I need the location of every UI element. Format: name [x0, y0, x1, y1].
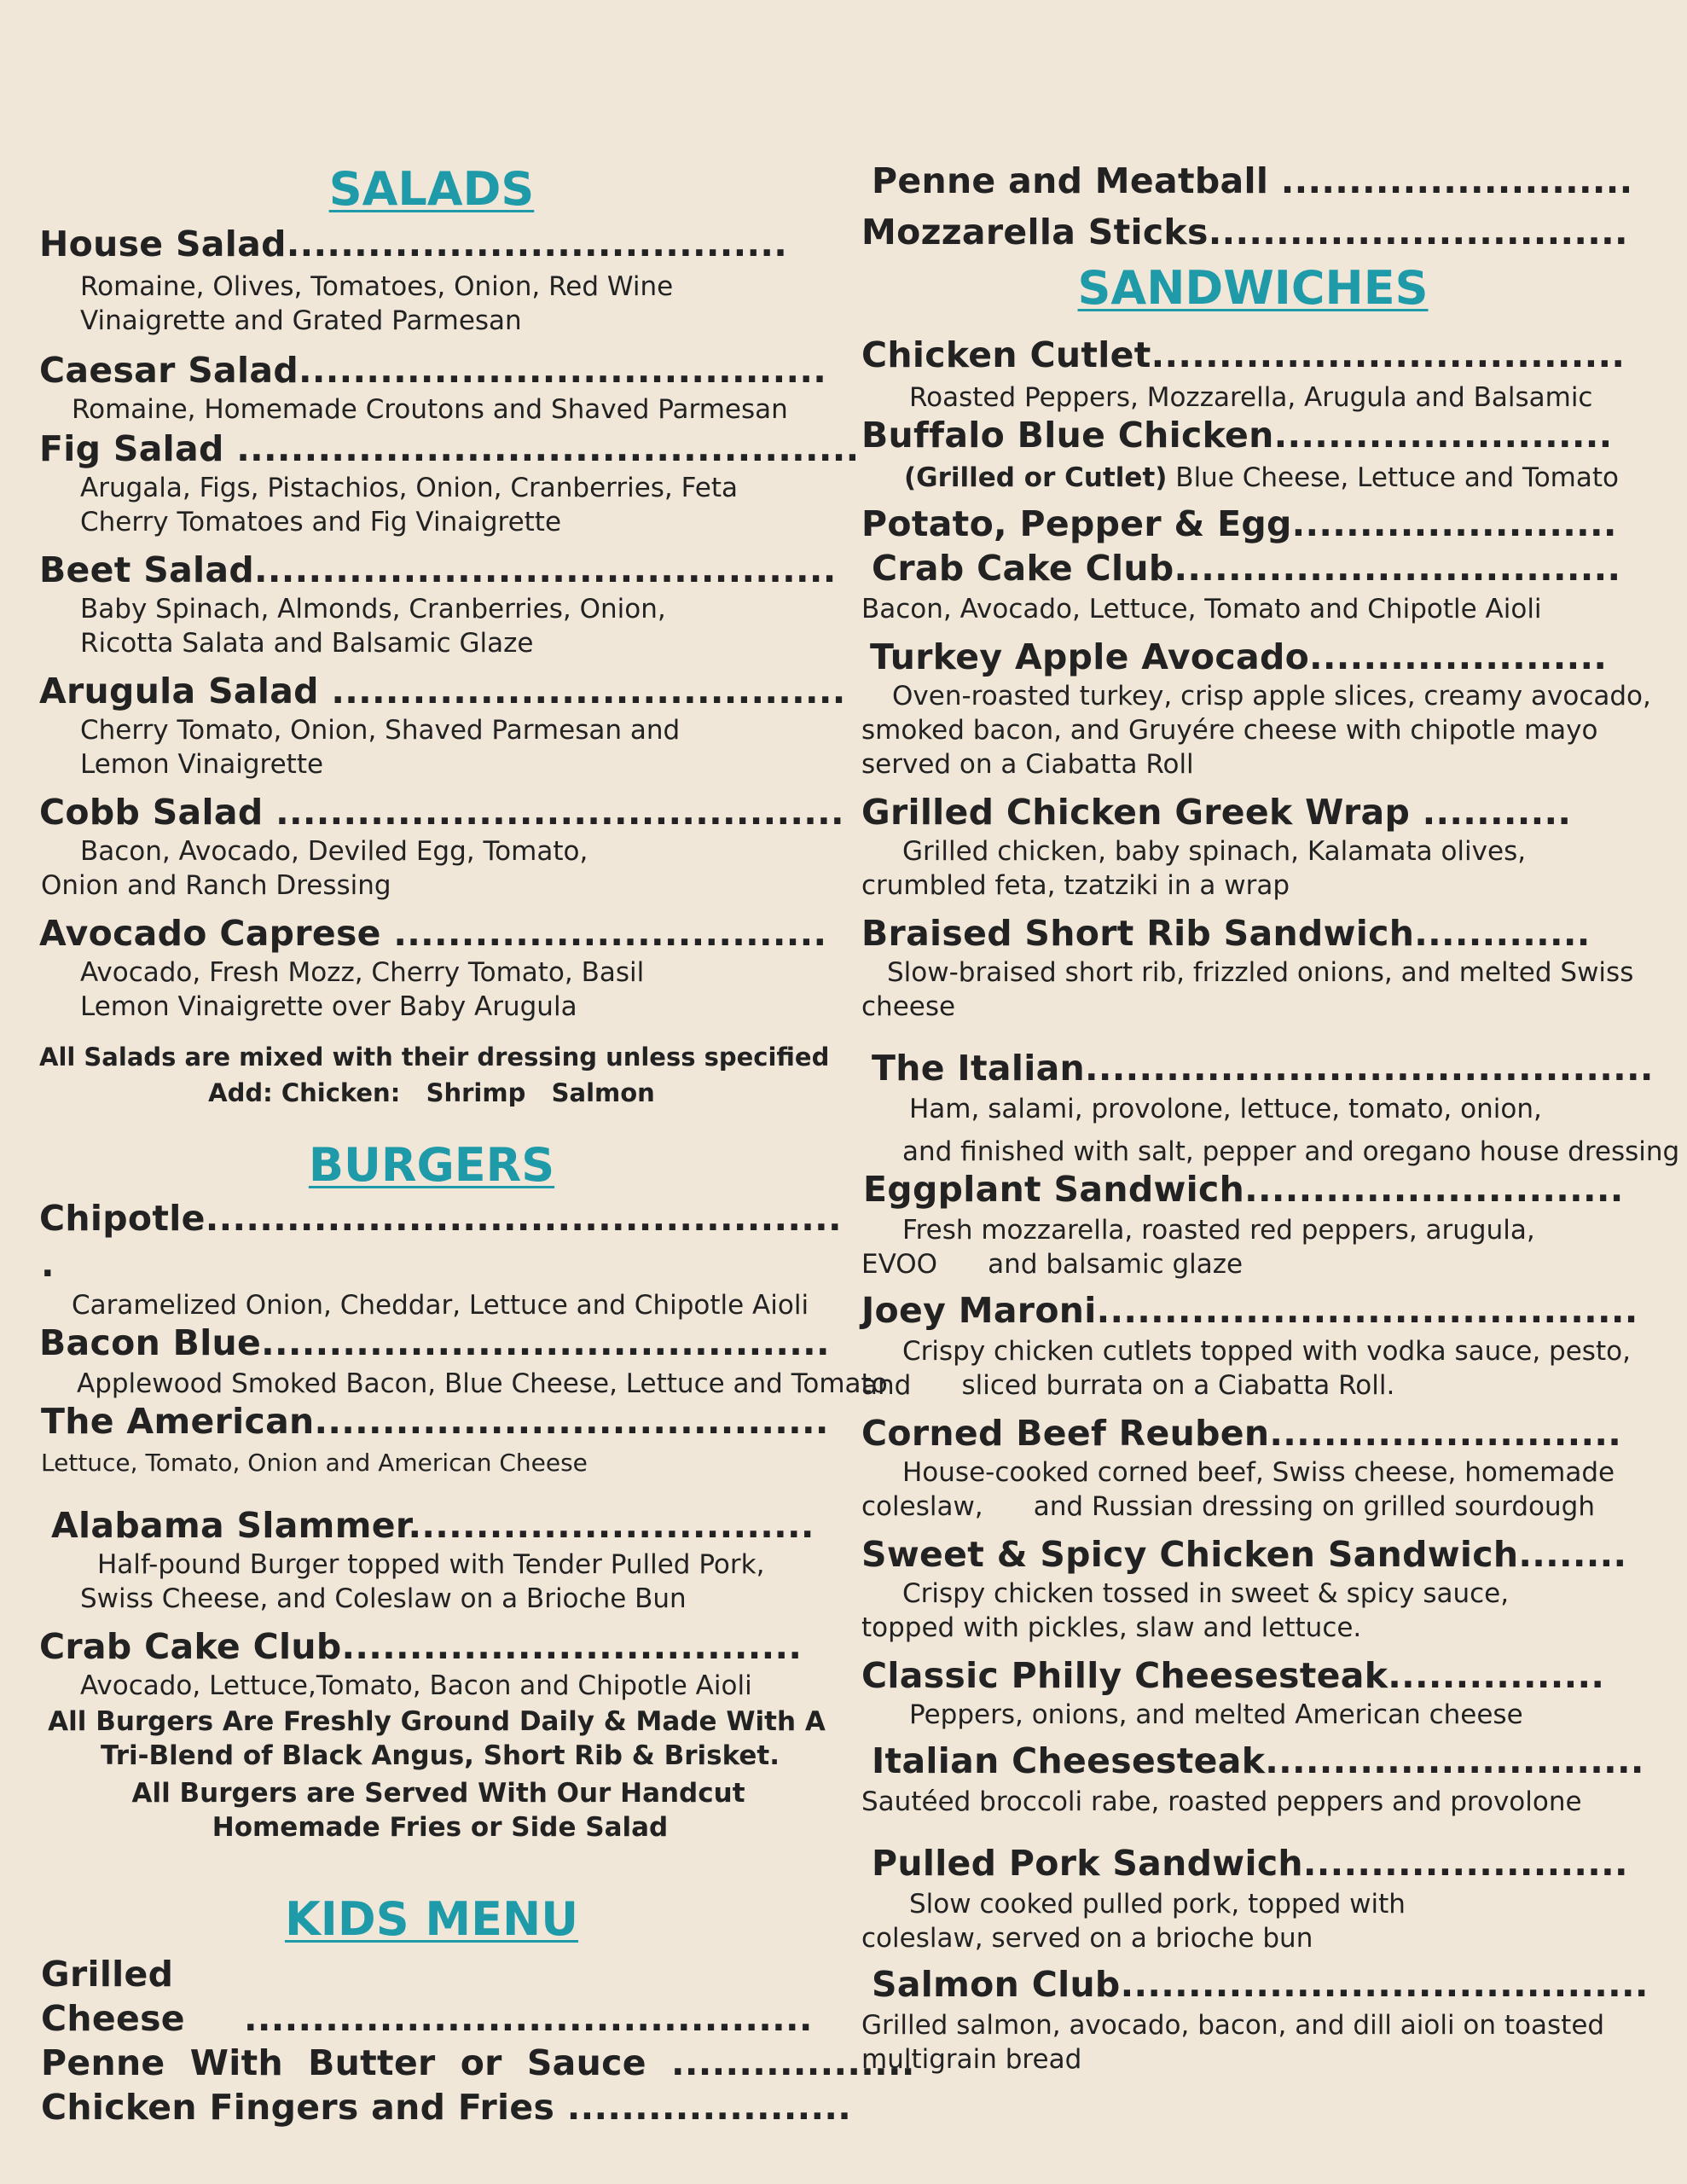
- menu-item-desc: and finished with salt, pepper and oregano house dressing: [902, 1136, 1680, 1167]
- menu-item-desc: Lemon Vinaigrette over Baby Arugula: [80, 991, 577, 1022]
- menu-item-desc: coleslaw, and Russian dressing on grilled sourdough: [861, 1491, 1595, 1522]
- menu-item-title: Cheese: [41, 1998, 185, 2039]
- menu-item-desc: Sautéed broccoli rabe, roasted peppers and provolone: [861, 1786, 1582, 1817]
- menu-item-desc: Grilled salmon, avocado, bacon, and dill aioli on toasted: [861, 2010, 1605, 2041]
- burgers-note: Homemade Fries or Side Salad: [212, 1812, 669, 1843]
- menu-item-title: Chicken Fingers and Fries .....................: [41, 2087, 852, 2128]
- menu-item-title: Braised Short Rib Sandwich.............: [861, 913, 1591, 954]
- menu-item-desc: Ham, salami, provolone, lettuce, tomato, onion,: [909, 1094, 1542, 1124]
- menu-item-title: Buffalo Blue Chicken.........................: [861, 415, 1613, 456]
- menu-item-title: Beet Salad...........................................: [39, 549, 837, 590]
- menu-item-desc: Bacon, Avocado, Deviled Egg, Tomato,: [80, 836, 588, 867]
- menu-item-title: Italian Cheesesteak............................: [872, 1740, 1644, 1781]
- menu-item-desc: Arugala, Figs, Pistachios, Onion, Cranberries, Feta: [80, 473, 738, 503]
- menu-item-title: Bacon Blue..........................................: [39, 1322, 830, 1363]
- menu-item-desc: and sliced burrata on a Ciabatta Roll.: [861, 1370, 1395, 1401]
- menu-item-title: Potato, Pepper & Egg........................: [861, 503, 1617, 544]
- menu-item-desc: cheese: [861, 991, 956, 1022]
- menu-item-title: Cobb Salad ..........................................: [39, 792, 844, 833]
- menu-item-desc: Fresh mozzarella, roasted red peppers, arugula,: [902, 1215, 1535, 1246]
- menu-item-desc-bold: (Grilled or Cutlet): [904, 462, 1168, 493]
- salads-heading: SALADS: [328, 162, 535, 216]
- menu-item-desc: Lettuce, Tomato, Onion and American Cheese: [41, 1449, 588, 1477]
- menu-item-desc: multigrain bread: [861, 2044, 1082, 2075]
- menu-item-desc: Romaine, Homemade Croutons and Shaved Parmesan: [72, 394, 788, 425]
- sandwiches-heading: SANDWICHES: [1077, 261, 1429, 315]
- menu-item-desc: Oven-roasted turkey, crisp apple slices, creamy avocado,: [892, 681, 1651, 712]
- menu-item-desc: topped with pickles, slaw and lettuce.: [861, 1612, 1362, 1643]
- burgers-note: Tri-Blend of Black Angus, Short Rib & Brisket.: [100, 1740, 780, 1771]
- menu-item-title: Corned Beef Reuben..........................: [861, 1413, 1622, 1454]
- menu-item-desc: Cherry Tomatoes and Fig Vinaigrette: [80, 507, 562, 537]
- menu-item-title: Eggplant Sandwich............................: [863, 1169, 1624, 1210]
- salads-addons: Add: Chicken: Shrimp Salmon: [208, 1078, 655, 1107]
- menu-item-title: Mozzarella Sticks...............................: [861, 212, 1628, 253]
- menu-item-title: Fig Salad ..............................................: [39, 428, 860, 469]
- menu-item-desc: Cherry Tomato, Onion, Shaved Parmesan and: [80, 715, 681, 746]
- menu-item-desc: Applewood Smoked Bacon, Blue Cheese, Lettuce and Tomato: [77, 1368, 888, 1399]
- menu-item-desc: Avocado, Lettuce,Tomato, Bacon and Chipotle Aioli: [80, 1670, 752, 1701]
- burgers-note: All Burgers Are Freshly Ground Daily & Made With A: [48, 1706, 826, 1737]
- menu-item-desc: Roasted Peppers, Mozzarella, Arugula and Balsamic: [909, 382, 1593, 413]
- menu-item-title: The American......................................: [41, 1401, 829, 1442]
- kids-menu-heading: KIDS MENU: [284, 1892, 579, 1946]
- menu-item-desc: Slow-braised short rib, frizzled onions, and melted Swiss: [887, 957, 1634, 988]
- menu-item-title: Crab Cake Club..................................: [39, 1626, 803, 1667]
- menu-item-title: Penne and Meatball ..........................: [872, 160, 1633, 201]
- menu-item-desc: Half-pound Burger topped with Tender Pulled Pork,: [97, 1549, 765, 1580]
- menu-item-desc: Caramelized Onion, Cheddar, Lettuce and Chipotle Aioli: [72, 1290, 809, 1321]
- menu-item-title: The Italian..........................................: [872, 1048, 1654, 1089]
- menu-item-desc: Ricotta Salata and Balsamic Glaze: [80, 628, 534, 659]
- menu-item-title: Caesar Salad.......................................: [39, 350, 827, 391]
- menu-item-title: Alabama Slammer..............................: [51, 1505, 815, 1546]
- menu-item-desc: Bacon, Avocado, Lettuce, Tomato and Chipotle Aioli: [861, 594, 1542, 624]
- menu-item-title: Classic Philly Cheesesteak................: [861, 1655, 1605, 1696]
- menu-item-desc: Swiss Cheese, and Coleslaw on a Brioche Bun: [80, 1583, 687, 1614]
- menu-item-desc: Onion and Ranch Dressing: [41, 870, 391, 901]
- menu-item-title: Salmon Club.......................................: [872, 1964, 1649, 2005]
- menu-item-title: Crab Cake Club.................................: [872, 548, 1621, 589]
- menu-item-desc: Vinaigrette and Grated Parmesan: [80, 305, 522, 336]
- menu-item-dots: ..........................................: [244, 1998, 813, 2039]
- menu-item-desc: Romaine, Olives, Tomatoes, Onion, Red Wine: [80, 271, 674, 302]
- menu-item-title-overflow: .: [41, 1244, 55, 1285]
- menu-item-desc: crumbled feta, tzatziki in a wrap: [861, 870, 1290, 901]
- menu-item-title: Chipotle...............................................: [39, 1198, 842, 1239]
- burgers-note: All Burgers are Served With Our Handcut: [131, 1778, 745, 1809]
- menu-item-desc-text: Blue Cheese, Lettuce and Tomato: [1167, 462, 1619, 493]
- salads-note: All Salads are mixed with their dressing unless specified: [39, 1043, 830, 1072]
- menu-item-title: Chicken Cutlet...................................: [861, 334, 1626, 375]
- menu-item-desc: Slow cooked pulled pork, topped with: [909, 1889, 1406, 1920]
- menu-item-desc: Avocado, Fresh Mozz, Cherry Tomato, Basil: [80, 957, 645, 988]
- menu-item-desc: House-cooked corned beef, Swiss cheese, homemade: [902, 1457, 1615, 1488]
- menu-item-desc: Crispy chicken cutlets topped with vodka sauce, pesto,: [902, 1336, 1631, 1367]
- menu-item-title: Turkey Apple Avocado......................: [870, 636, 1608, 677]
- menu-item-desc: Grilled chicken, baby spinach, Kalamata olives,: [902, 836, 1527, 867]
- menu-item-title: Sweet & Spicy Chicken Sandwich........: [861, 1534, 1627, 1575]
- menu-item-title: Grilled Chicken Greek Wrap ...........: [861, 792, 1572, 833]
- menu-item-title: Avocado Caprese ................................: [39, 913, 827, 954]
- menu-item-desc: coleslaw, served on a brioche bun: [861, 1923, 1313, 1954]
- menu-item-desc: [904, 462, 1619, 493]
- menu-item-desc: Peppers, onions, and melted American cheese: [909, 1699, 1523, 1730]
- menu-item-title: Grilled: [41, 1954, 174, 1995]
- menu-item-desc: Baby Spinach, Almonds, Cranberries, Onion,: [80, 594, 666, 624]
- menu-item-title: House Salad.....................................: [39, 224, 788, 264]
- menu-item-title: Penne With Butter or Sauce ..................: [41, 2042, 915, 2083]
- burgers-heading: BURGERS: [308, 1138, 555, 1192]
- menu-item-desc: smoked bacon, and Gruyére cheese with chipotle mayo: [861, 715, 1598, 746]
- menu-item-title: Arugula Salad ......................................: [39, 671, 846, 712]
- menu-item-title: Joey Maroni........................................: [861, 1290, 1638, 1331]
- menu-item-desc: served on a Ciabatta Roll: [861, 749, 1194, 780]
- menu-item-desc: Crispy chicken tossed in sweet & spicy sauce,: [902, 1578, 1510, 1609]
- menu-item-desc: Lemon Vinaigrette: [80, 749, 324, 780]
- menu-item-title: Pulled Pork Sandwich........................: [872, 1843, 1628, 1884]
- menu-item-desc: EVOO and balsamic glaze: [861, 1249, 1244, 1280]
